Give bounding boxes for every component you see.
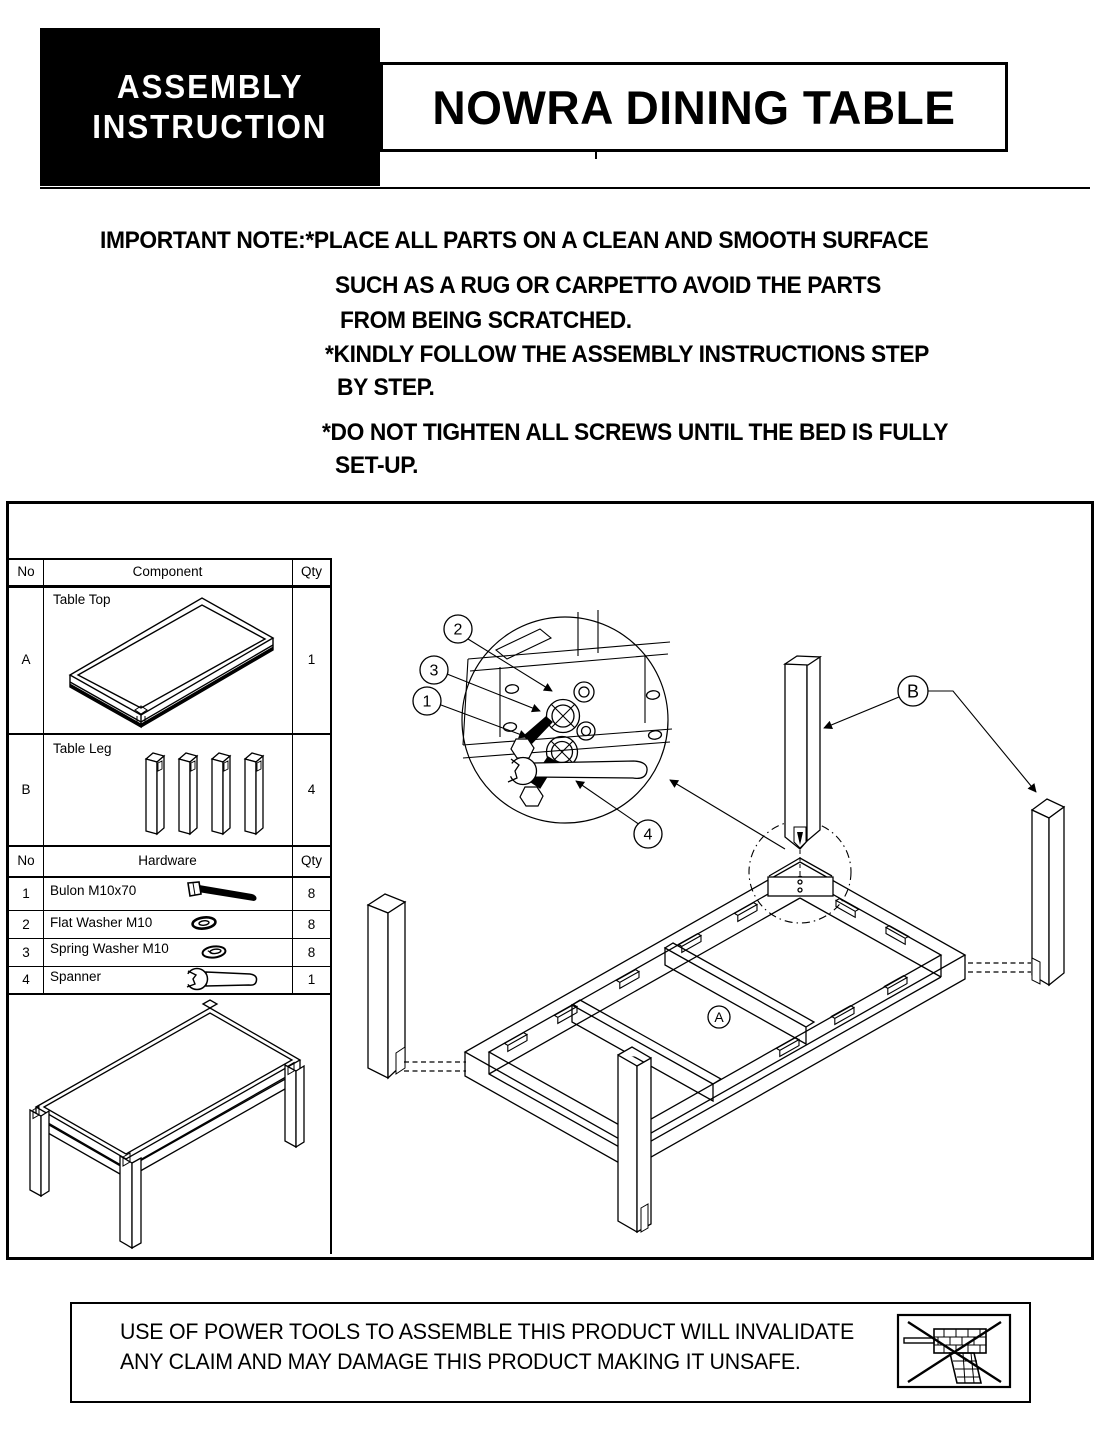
hw-row-name: Spanner	[50, 969, 102, 984]
leg-front-corner	[618, 1047, 651, 1232]
hw-row-no: 1	[22, 886, 30, 901]
note-line: SUCH AS A RUG OR CARPETTO AVOID THE PARTS	[335, 272, 881, 299]
row-b-name: Table Leg	[53, 741, 112, 756]
detail-link-line	[670, 780, 785, 849]
note-line: SET-UP.	[335, 452, 419, 479]
table-leg-drawing	[146, 753, 263, 834]
corner-bracket	[768, 850, 833, 896]
warning-line1: USE OF POWER TOOLS TO ASSEMBLE THIS PRODUCT WILL INVALIDATE	[120, 1319, 855, 1344]
flat-washer-icon	[192, 916, 216, 930]
callout-1: 1	[422, 693, 432, 711]
detail-circle	[462, 610, 672, 823]
leg-top-corner	[785, 656, 820, 849]
hw-header-hardware: Hardware	[138, 853, 197, 868]
table-top-drawing	[70, 598, 273, 727]
hw-row-name: Flat Washer M10	[50, 915, 153, 930]
note-line: IMPORTANT NOTE:*PLACE ALL PARTS ON A CLEAN AND SMOOTH SURFACE	[100, 227, 929, 254]
warning-line2: ANY CLAIM AND MAY DAMAGE THIS PRODUCT MAKING IT UNSAFE.	[120, 1349, 801, 1374]
spanner-icon	[182, 969, 257, 990]
callout-bubbles	[413, 615, 928, 1028]
col-header-qty: Qty	[300, 564, 322, 579]
hw-header-qty: Qty	[300, 853, 322, 868]
hw-row-qty: 8	[307, 917, 316, 932]
assembled-table-drawing	[30, 1000, 304, 1248]
hw-row-name: Spring Washer M10	[50, 941, 169, 956]
note-line: *DO NOT TIGHTEN ALL SCREWS UNTIL THE BED IS FULLY	[322, 419, 949, 446]
callout-3: 3	[429, 662, 439, 680]
col-header-component: Component	[132, 564, 203, 579]
spanner-in-detail	[501, 758, 647, 785]
page-title: NOWRA DINING TABLE	[432, 80, 956, 134]
hw-row-no: 4	[22, 972, 30, 987]
row-a-qty: 1	[307, 652, 316, 667]
row-a-name: Table Top	[53, 592, 111, 607]
callout-2: 2	[453, 621, 463, 639]
hw-header-no: No	[17, 853, 35, 868]
hw-row-no: 3	[22, 945, 30, 960]
label-b: B	[906, 681, 920, 702]
bolt-icon	[188, 882, 257, 901]
label-a: A	[714, 1009, 724, 1025]
row-a-no: A	[21, 652, 31, 667]
row-b-no: B	[21, 782, 31, 797]
note-line: BY STEP.	[337, 374, 435, 401]
hw-row-qty: 8	[307, 886, 316, 901]
note-line: FROM BEING SCRATCHED.	[340, 307, 632, 334]
note-line: *KINDLY FOLLOW THE ASSEMBLY INSTRUCTIONS STEP	[325, 341, 930, 368]
badge-line1: ASSEMBLY	[116, 68, 304, 105]
row-b-qty: 4	[307, 782, 316, 797]
leg-detached-left	[368, 894, 466, 1078]
col-header-no: No	[17, 564, 35, 579]
hw-row-qty: 8	[307, 945, 316, 960]
hw-row-no: 2	[22, 917, 30, 932]
hw-row-qty: 1	[307, 972, 316, 987]
exploded-diagram	[368, 610, 1064, 1232]
spring-washer-icon	[202, 945, 226, 959]
leg-detached-right	[968, 799, 1064, 985]
callout-4: 4	[643, 826, 653, 844]
badge-line2: INSTRUCTION	[92, 108, 328, 145]
hw-row-name: Bulon M10x70	[50, 883, 137, 898]
